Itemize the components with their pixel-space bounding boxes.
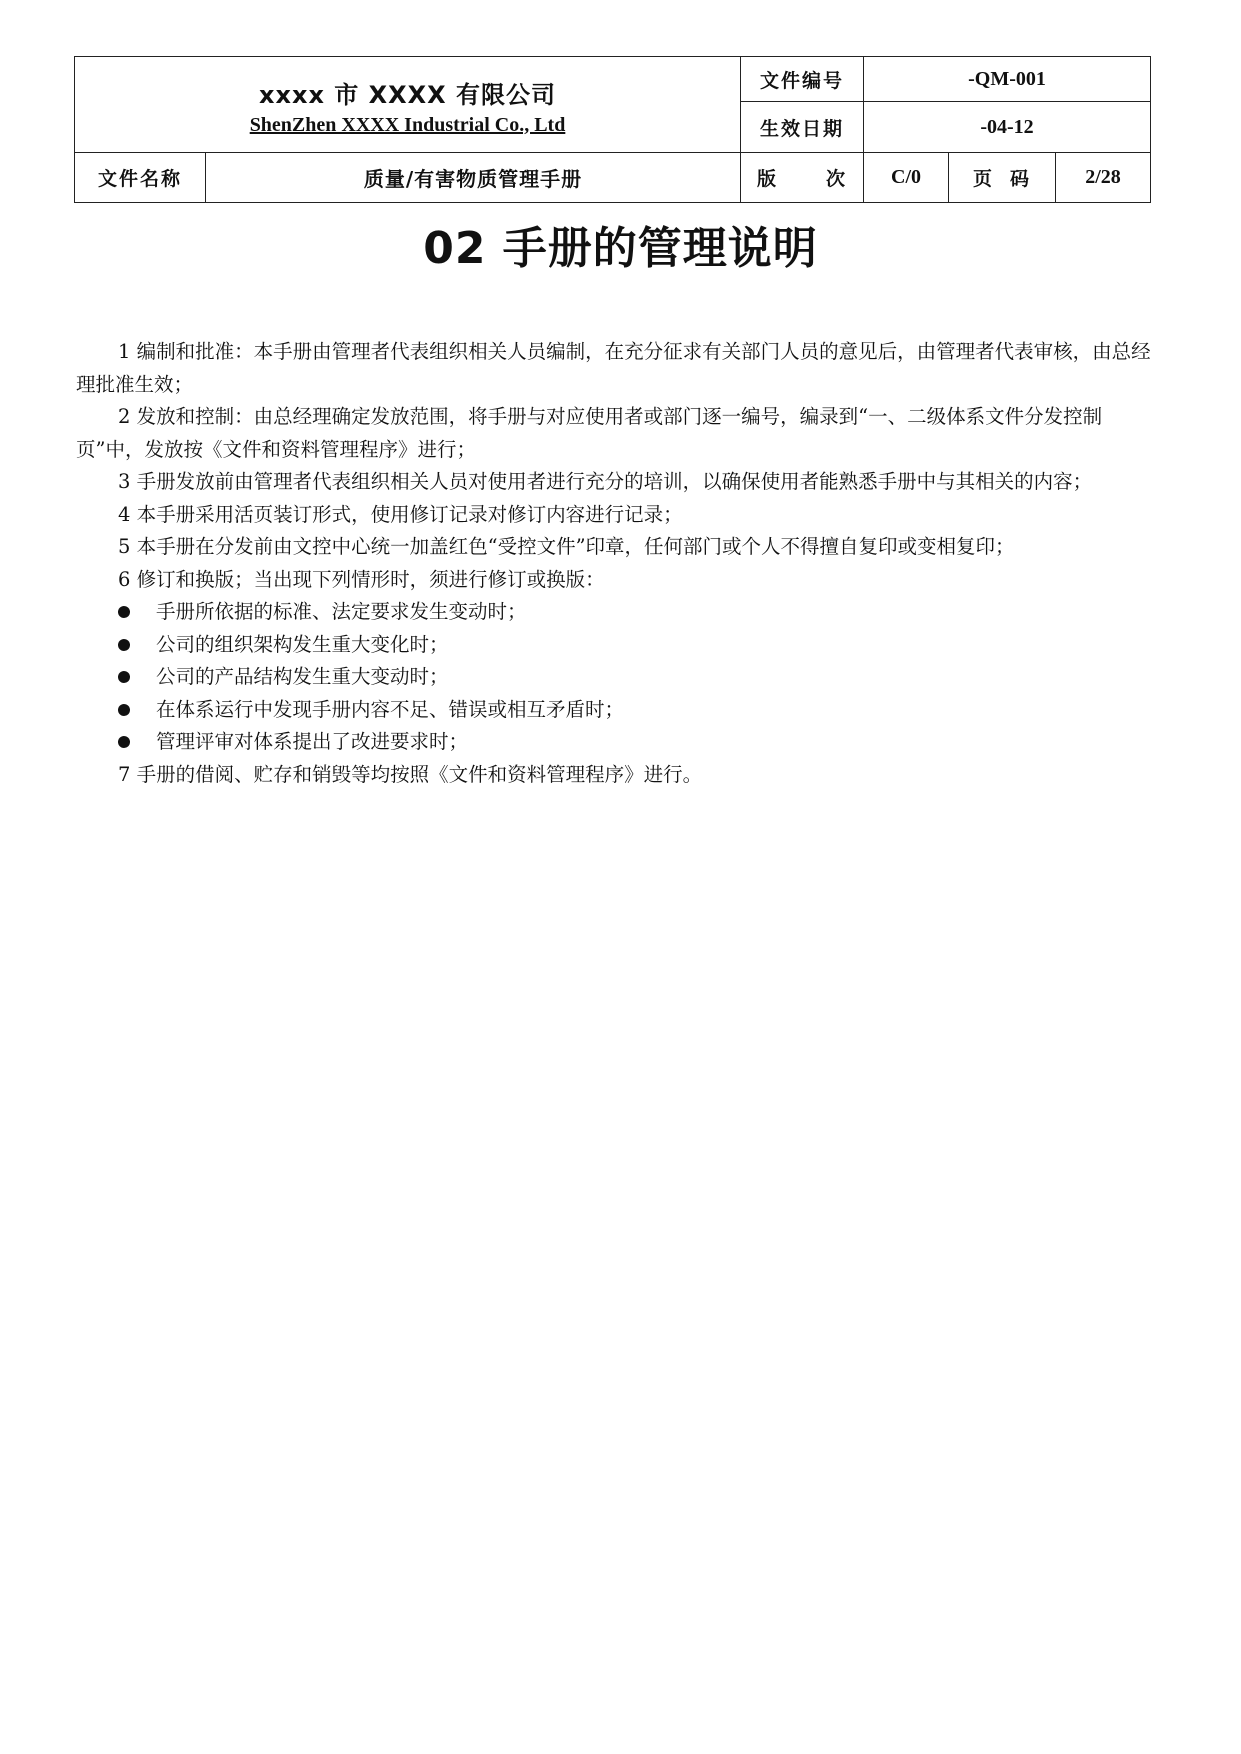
list-item-text: 在体系运行中发现手册内容不足、错误或相互矛盾时； xyxy=(156,697,625,721)
file-number-value: -QM-001 xyxy=(968,67,1046,90)
document-header-table xyxy=(74,56,1151,203)
paragraph-6: 6 修订和换版；当出现下列情形时，须进行修订或换版： xyxy=(118,567,605,591)
file-number-value-cell xyxy=(864,57,1151,102)
version-value: C/0 xyxy=(891,166,922,188)
company-name-cn: xxxx 市 XXXX 有限公司 xyxy=(259,80,557,109)
company-name-cell xyxy=(75,57,741,153)
bullet-icon xyxy=(118,639,130,651)
bullet-icon xyxy=(118,671,130,683)
file-name-label: 文件名称 xyxy=(97,168,182,190)
version-value-cell xyxy=(864,153,949,203)
list-item-text: 公司的组织架构发生重大变化时； xyxy=(156,632,449,656)
file-number-label-cell xyxy=(741,57,864,102)
paragraph-7: 7 手册的借阅、贮存和销毁等均按照《文件和资料管理程序》进行。 xyxy=(118,762,703,786)
list-item-text: 公司的产品结构发生重大变动时； xyxy=(156,665,449,688)
paragraph-1: 1 编制和批准：本手册由管理者代表组织相关人员编制，在充分征求有关部门人员的意见后，由管理者代表审核，由总经理批准生效； xyxy=(76,340,1151,396)
list-item xyxy=(76,629,1168,662)
page-value-cell xyxy=(1056,153,1151,203)
page-label-a: 页 xyxy=(972,168,994,190)
paragraph-3: 3 手册发放前由管理者代表组织相关人员对使用者进行充分的培训，以确保使用者能熟悉手册中与其相关的内容； xyxy=(118,470,1093,493)
bullet-icon xyxy=(118,736,130,748)
page-label-b: 码 xyxy=(1010,168,1032,190)
paragraph-2: 2 发放和控制：由总经理确定发放范围，将手册与对应使用者或部门逐一编号，编录到“一、二级体系文件分发控制页”中，发放按《文件和资料管理程序》进行； xyxy=(76,405,1103,461)
company-name-en: ShenZhen XXXX Industrial Co., Ltd xyxy=(249,113,566,136)
paragraph-4: 4 本手册采用活页装订形式，使用修订记录对修订内容进行记录； xyxy=(118,502,683,526)
bullet-icon xyxy=(118,704,130,716)
file-name-value: 质量/有害物质管理手册 xyxy=(363,167,583,191)
list-item-text: 管理评审对体系提出了改进要求时； xyxy=(156,730,469,753)
list-item-text: 手册所依据的标准、法定要求发生变动时； xyxy=(156,600,527,623)
page-label-cell xyxy=(949,153,1056,203)
effective-date-label-cell xyxy=(741,102,864,153)
list-item xyxy=(76,596,1168,629)
list-item xyxy=(76,661,1168,694)
document-body xyxy=(76,336,1168,791)
bullet-icon xyxy=(118,606,130,618)
file-name-label-cell xyxy=(75,153,206,203)
effective-date-label: 生效日期 xyxy=(760,117,845,140)
version-label-a: 版 xyxy=(757,168,779,190)
list-item xyxy=(76,694,1168,727)
page-value: 2/28 xyxy=(1085,166,1121,188)
version-label-cell xyxy=(741,153,864,203)
effective-date-value: -04-12 xyxy=(980,115,1034,138)
file-number-label: 文件编号 xyxy=(760,69,845,92)
version-label-b: 次 xyxy=(826,168,848,190)
page-title: 02 手册的管理说明 xyxy=(423,223,818,274)
effective-date-value-cell xyxy=(864,102,1151,153)
paragraph-5: 5 本手册在分发前由文控中心统一加盖红色“受控文件”印章，任何部门或个人不得擅自复印或变相复印； xyxy=(118,535,1015,558)
list-item xyxy=(76,726,1168,759)
file-name-value-cell xyxy=(206,153,741,203)
